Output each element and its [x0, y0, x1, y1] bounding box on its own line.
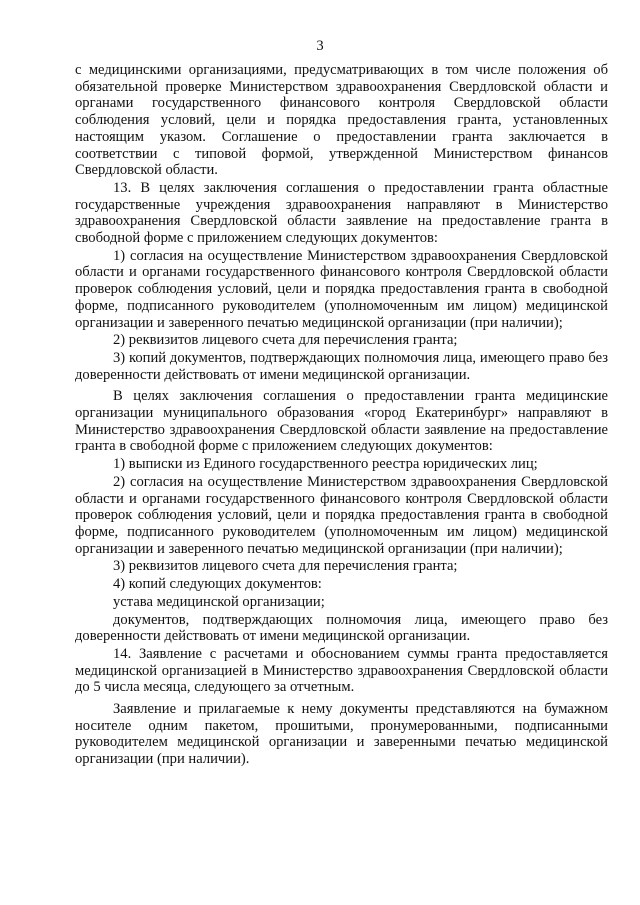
document-body — [75, 62, 608, 769]
list-item: 1) согласия на осуществление Министерством здравоохранения Свердловской области и органами государственного финансового контроля Свердловской области проверок соблюдения условий, цели и порядка предоставления гранта в свободной форме, подписанного руководителем (уполномоченным им лицом) медицинской организации и заверенного печатью медицинской организации (при наличии); — [75, 247, 608, 331]
list-item: 2) реквизитов лицевого счета для перечисления гранта; — [113, 332, 458, 349]
list-item: 3) реквизитов лицевого счета для перечисления гранта; — [113, 558, 458, 575]
list-subitem: документов, подтверждающих полномочия лица, имеющего право без доверенности действовать от имени медицинской организации. — [75, 611, 608, 645]
paragraph-continuation: с медицинскими организациями, предусматривающих в том числе положения об обязательной проверке Министерством здравоохранения Свердловской области и органами государственного финансового контроля Свердловской области соблюдения условий, цели и порядка предоставления гранта, установленных настоящим указом. Соглашение о предоставлении гранта заключается в соответствии с типовой формой, утвержденной Министерством финансов Свердловской области. — [75, 62, 608, 179]
list-item: 4) копий следующих документов: — [113, 576, 322, 593]
paragraph-item-14: 14. Заявление с расчетами и обоснованием суммы гранта предоставляется медицинской организацией в Министерство здравоохранения Свердловской области до 5 числа месяца, следующего за отчетным. — [75, 645, 608, 696]
list-item: 1) выписки из Единого государственного реестра юридических лиц; — [113, 456, 538, 473]
list-subitem: устава медицинской организации; — [113, 593, 325, 610]
list-item: 2) согласия на осуществление Министерством здравоохранения Свердловской области и органами государственного финансового контроля Свердловской области проверок соблюдения условий, цели и порядка предоставления гранта в свободной форме, подписанного руководителем (уполномоченным им лицом) медицинской организации и заверенного печатью медицинской организации (при наличии); — [75, 473, 608, 557]
page-number: 3 — [316, 38, 324, 54]
list-item: 3) копий документов, подтверждающих полномочия лица, имеющего право без доверенности действовать от имени медицинской организации. — [75, 349, 608, 383]
paragraph-submission: Заявление и прилагаемые к нему документы представляются на бумажном носителе одним пакетом, прошитыми, пронумерованными, подписанными руководителем медицинской организации и заверенными печатью медицинской организации (при наличии). — [75, 701, 608, 768]
paragraph-item-13: 13. В целях заключения соглашения о предоставлении гранта областные государственные учреждения здравоохранения направляют в Министерство здравоохранения Свердловской области заявление на предоставление гранта в свободной форме с приложением следующих документов: — [75, 179, 608, 247]
paragraph-municipal: В целях заключения соглашения о предоставлении гранта медицинские организации муниципального образования «город Екатеринбург» направляют в Министерство здравоохранения Свердловской области заявление на предоставление гранта в свободной форме с приложением следующих документов: — [75, 388, 608, 455]
